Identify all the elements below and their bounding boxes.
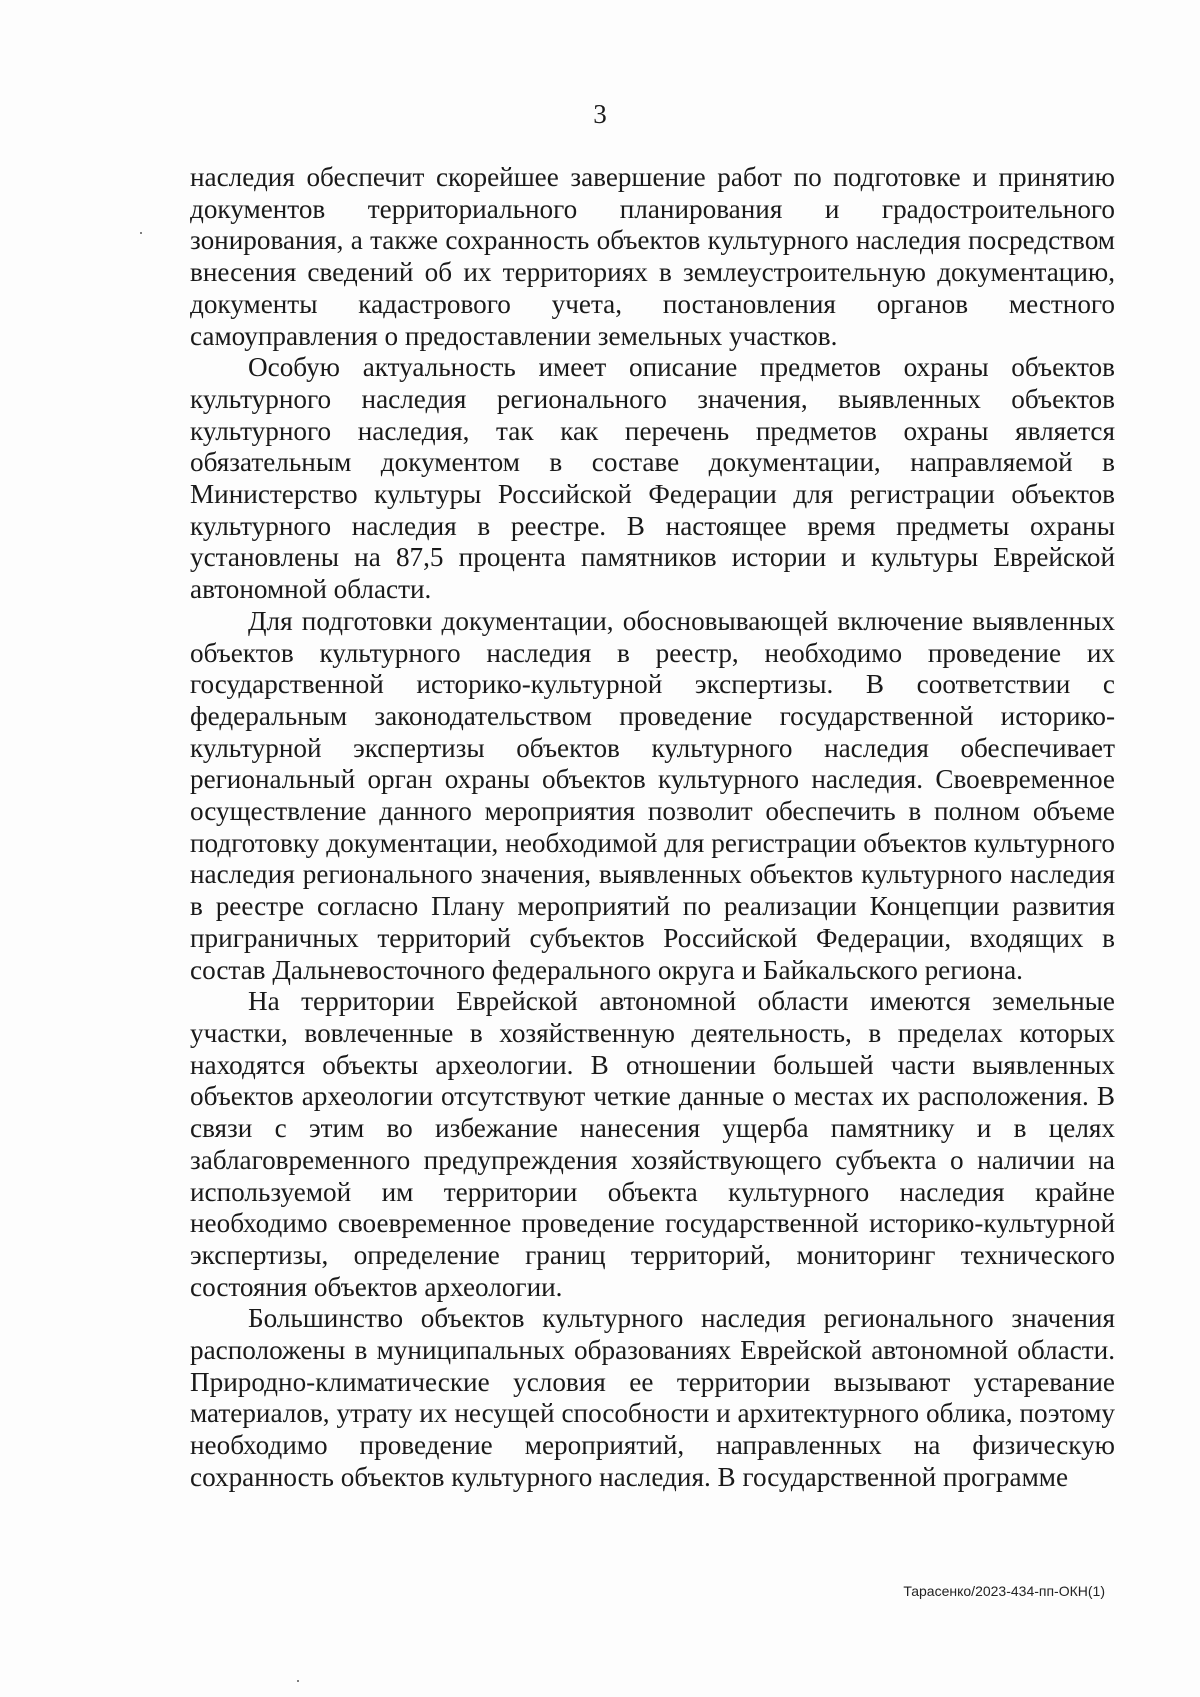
paragraph-protection-subjects: Особую актуальность имеет описание предметов охраны объектов культурного наследия регионального значения, выявленных объектов культурного наследия, так как перечень предметов охраны является обязательным документом в составе документации, направляемой в Министерство культуры Российской Федерации для регистрации объектов культурного наследия в реестре. В настоящее время предметы охраны установлены на 87,5 процента памятников истории и культуры Еврейской автономной области. (190, 352, 1115, 605)
paragraph-expertise: Для подготовки документации, обосновывающей включение выявленных объектов культурного наследия в реестр, необходимо проведение их государственной историко-культурной экспертизы. В соответствии с федеральным законодательством проведение государственной историко-культурной экспертизы объектов культурного наследия обеспечивает региональный орган охраны объектов культурного наследия. Своевременное осуществление данного мероприятия позволит обеспечить в полном объеме подготовку документации, необходимой для регистрации объектов культурного наследия регионального значения, выявленных объектов культурного наследия в реестре согласно Плану мероприятий по реализации Концепции развития приграничных территорий субъектов Российской Федерации, входящих в состав Дальневосточного федерального округа и Байкальского региона. (190, 605, 1115, 985)
document-body (190, 162, 1115, 1494)
document-footer-id: Тарасенко/2023-434-пп-ОКН(1) (903, 1583, 1105, 1599)
paragraph-archaeology: На территории Еврейской автономной области имеются земельные участки, вовлеченные в хозяйственную деятельность, в пределах которых находятся объекты археологии. В отношении большей части выявленных объектов археологии отсутствуют четкие данные о местах их расположения. В связи с этим во избежание нанесения ущерба памятнику и в целях заблаговременного предупреждения хозяйствующего субъекта о наличии на используемой им территории объекта культурного наследия крайне необходимо своевременное проведение государственной историко-культурной экспертизы, определение границ территорий, мониторинг технического состояния объектов археологии. (190, 986, 1115, 1302)
page-number: 3 (593, 99, 607, 129)
scan-speck (140, 232, 142, 234)
scan-speck (297, 1680, 299, 1682)
paragraph-continuation: наследия обеспечит скорейшее завершение работ по подготовке и принятию документов территориального планирования и градостроительного зонирования, а также сохранность объектов культурного наследия посредством внесения сведений об их территориях в землеустроительную документацию, документы кадастрового учета, постановления органов местного самоуправления о предоставлении земельных участков. (190, 162, 1115, 351)
paragraph-climate: Большинство объектов культурного наследия регионального значения расположены в муниципальных образованиях Еврейской автономной области. Природно-климатические условия ее территории вызывают устаревание материалов, утрату их несущей способности и архитектурного облика, поэтому необходимо проведение мероприятий, направленных на физическую сохранность объектов культурного наследия. В государственной программе (190, 1303, 1115, 1492)
